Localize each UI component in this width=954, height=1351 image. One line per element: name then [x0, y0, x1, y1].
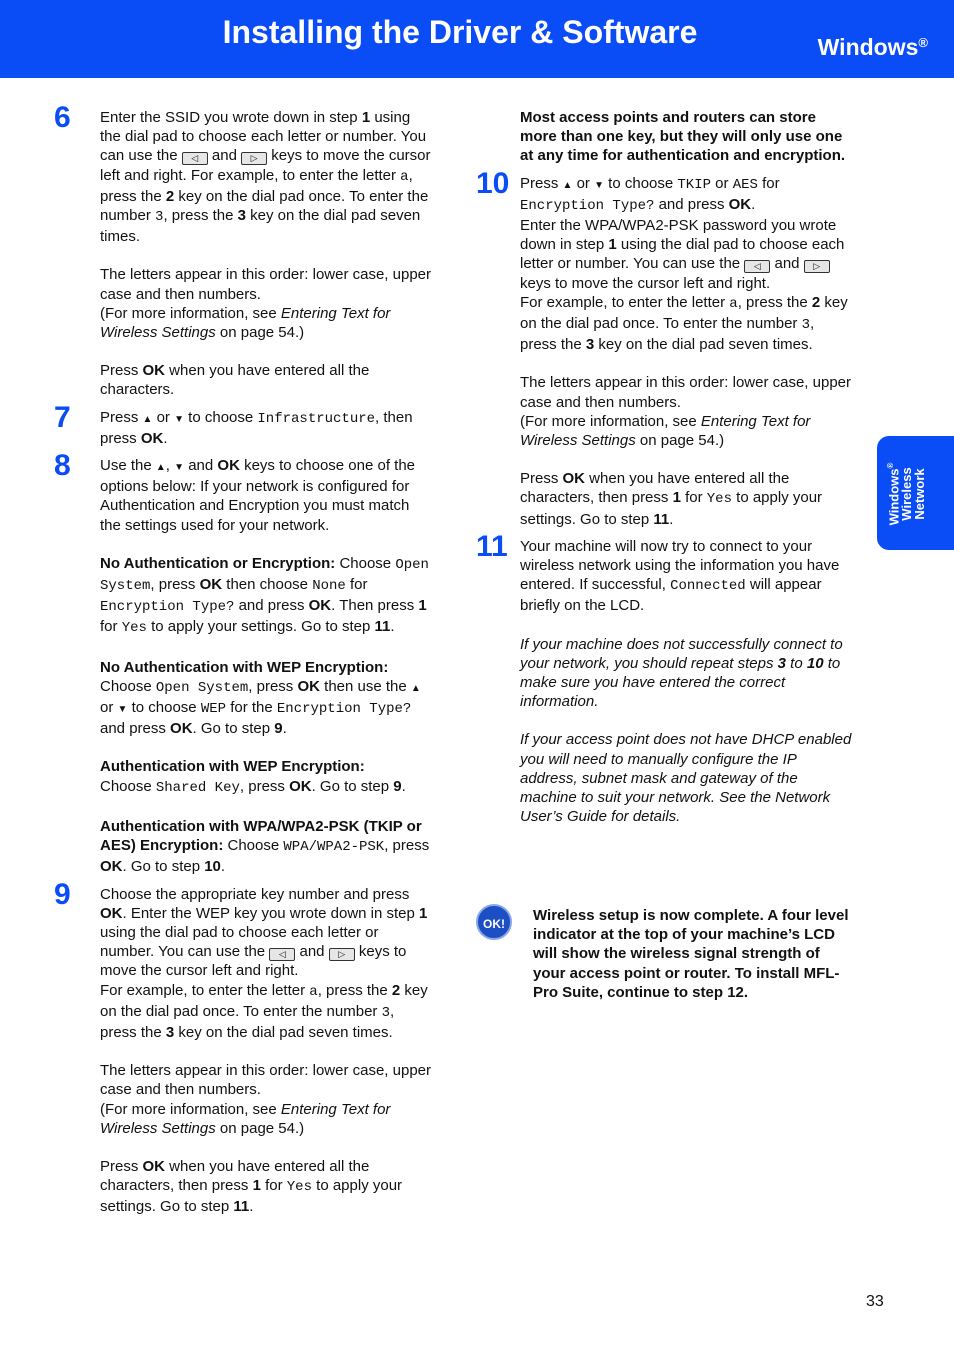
step-8 — [54, 449, 434, 876]
step-text: For example, to enter the letter a, press the 2 key on the dial pad once. To enter the number 3, press the 3 key on the dial pad seven times. — [520, 293, 848, 354]
os-label: Windows® — [817, 34, 928, 60]
up-arrow-icon: ▲ — [410, 682, 421, 694]
down-arrow-icon: ▼ — [117, 704, 128, 716]
step-text: The letters appear in this order: lower case, upper case and then numbers. — [100, 1062, 432, 1099]
right-arrow-key-icon: ▷ — [241, 152, 267, 165]
step-text: Press ▲ or ▼ to choose Infrastructure, then press OK. — [100, 408, 413, 447]
step-text: (For more information, see Entering Text for Wireless Settings on page 54.) — [100, 304, 391, 342]
step-text: Choose the appropriate key number and press OK. Enter the WEP key you wrote down in step 1 using the dial pad to choose each letter or number. You can use the ◁ and ▷ keys to move the cursor left and right. — [100, 885, 428, 980]
completion-note: Wireless setup is now complete. A four level indicator at the top of your machine’s LCD will show the wireless signal strength of your access point or router. To install MFL-Pro Suite, continue to step 12. — [533, 907, 849, 1001]
option-wep-shared: Authentication with WEP Encryption: Choose Shared Key, press OK. Go to step 9. — [100, 758, 406, 796]
step-text: Your machine will now try to connect to your wireless network using the information you have entered. If successful, Connected will appear briefly on the LCD. — [520, 537, 840, 615]
step-text: Press ▲ or ▼ to choose TKIP or AES for Encryption Type? and press OK. — [520, 174, 780, 214]
step-text: (For more information, see Entering Text for Wireless Settings on page 54.) — [100, 1100, 391, 1137]
step-text: Enter the SSID you wrote down in step 1 using the dial pad to choose each letter or number. You can use the ◁ and ▷ keys to move the cursor left and right. For example, to enter the letter a, press the 2 key on the dial pad once. To enter the number 3, press the 3 key on the dial pad seven times. — [100, 109, 431, 246]
down-arrow-icon: ▼ — [174, 413, 185, 425]
step-number: 11 — [476, 529, 508, 563]
page-header — [0, 0, 954, 78]
step-number: 8 — [54, 449, 71, 483]
step-number: 9 — [54, 877, 71, 911]
option-wpa: Authentication with WPA/WPA2-PSK (TKIP or AES) Encryption: Choose WPA/WPA2-PSK, press OK. Go to step 10. — [100, 817, 430, 876]
step-text: Use the ▲, ▼ and OK keys to choose one of the options below: If your network is configured for Authentication and Encryption you must match the settings used for your network. — [100, 457, 416, 534]
note-keys: Most access points and routers can store more than one key, but they will only use one at any time for authentication and encryption. — [520, 109, 846, 165]
ok-badge-icon: OK! — [476, 904, 512, 940]
left-column — [54, 101, 434, 1217]
step-text: Press OK when you have entered all the characters, then press 1 for Yes to apply your settings. Go to step 11. — [520, 470, 823, 528]
step-text: Enter the WPA/WPA2-PSK password you wrote down in step 1 using the dial pad to choose each letter or number. You can use the ◁ and ▷ keys to move the cursor left and right. — [520, 217, 845, 292]
page-title: Installing the Driver & Software — [222, 14, 698, 50]
step-text: Press OK when you have entered all the characters. — [100, 362, 370, 399]
left-arrow-key-icon: ◁ — [269, 948, 295, 961]
step-text: (For more information, see Entering Text for Wireless Settings on page 54.) — [520, 412, 811, 450]
step-number: 10 — [476, 166, 510, 200]
step-note: If your machine does not successfully connect to your network, you should repeat steps 3 to 10 to make sure you have entered the correct information. — [520, 635, 843, 711]
page-number: 33 — [866, 1293, 884, 1310]
step-text: The letters appear in this order: lower case, upper case and then numbers. — [520, 374, 852, 411]
step-text: Press OK when you have entered all the characters, then press 1 for Yes to apply your settings. Go to step 11. — [100, 1157, 403, 1216]
option-wep-open: No Authentication with WEP Encryption: Choose Open System, press OK then use the ▲ or ▼ to choose WEP for the Encryption Type? and press OK. Go to step 9. — [100, 658, 421, 738]
up-arrow-icon: ▲ — [142, 413, 153, 425]
up-arrow-icon: ▲ — [155, 462, 166, 474]
right-arrow-key-icon: ▷ — [804, 260, 830, 273]
step-note: If your access point does not have DHCP enabled you will need to manually configure the IP address, subnet mask and gateway of the machine to suit your network. See the Network User’s Guide for details. — [520, 731, 852, 826]
step-11 — [476, 529, 854, 827]
left-arrow-key-icon: ◁ — [744, 260, 770, 273]
step-number: 6 — [54, 101, 71, 134]
up-arrow-icon: ▲ — [562, 179, 573, 191]
step-7 — [54, 400, 434, 448]
down-arrow-icon: ▼ — [174, 462, 185, 474]
step-10 — [476, 166, 854, 529]
step-text: For example, to enter the letter a, press the 2 key on the dial pad once. To enter the number 3, press the 3 key on the dial pad seven times. — [100, 981, 428, 1041]
step-text: The letters appear in this order: lower case, upper case and then numbers. — [100, 266, 432, 303]
section-side-tab[interactable] — [877, 436, 954, 550]
step-9 — [54, 877, 434, 1217]
step-number: 7 — [54, 400, 71, 434]
down-arrow-icon: ▼ — [594, 179, 605, 191]
right-column — [476, 108, 854, 827]
left-arrow-key-icon: ◁ — [182, 152, 208, 165]
side-tab-label: Windows® Wireless Network — [886, 462, 928, 526]
step-6 — [54, 101, 434, 400]
option-no-auth: No Authentication or Encryption: Choose Open System, press OK then choose None for Encryption Type? and press OK. Then press 1 for Yes to apply your settings. Go to step 11. — [100, 554, 429, 637]
right-arrow-key-icon: ▷ — [329, 948, 355, 961]
